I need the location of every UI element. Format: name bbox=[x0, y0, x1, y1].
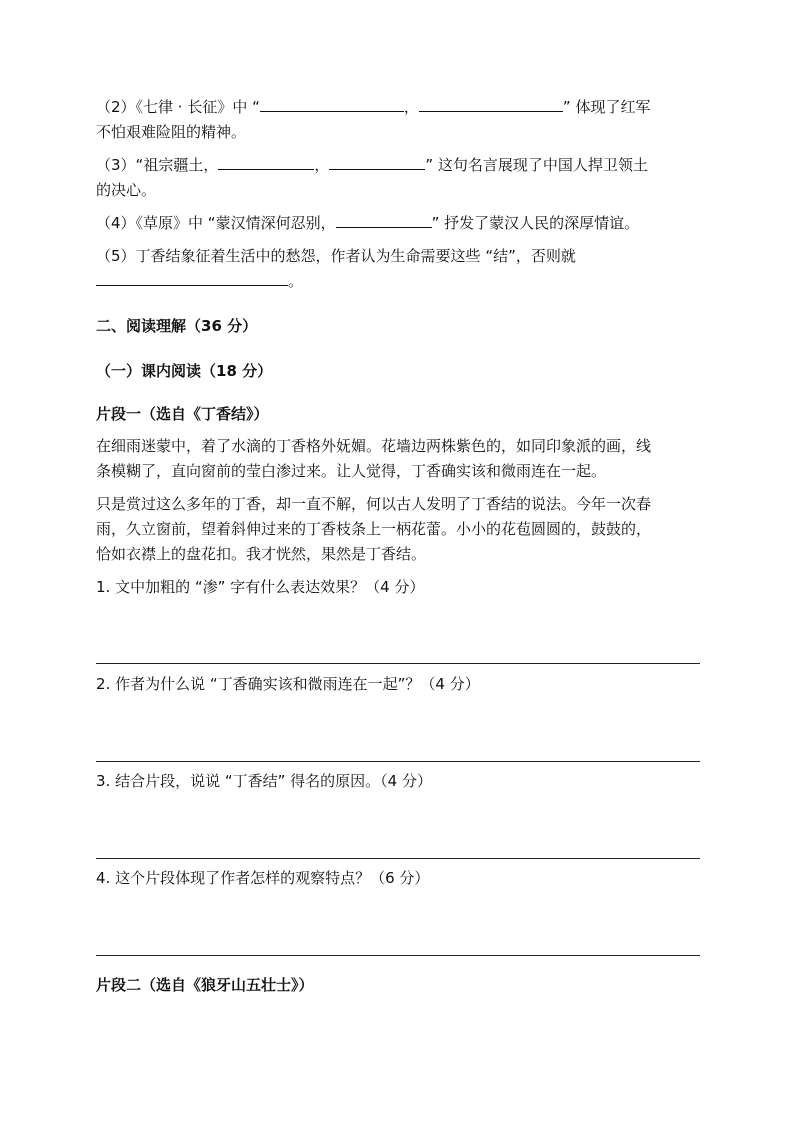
answer-line[interactable] bbox=[96, 858, 700, 859]
answer-blank[interactable] bbox=[96, 271, 288, 286]
answer-line[interactable] bbox=[96, 955, 700, 956]
question-5-line-1: （5）丁香结象征着生活中的愁怨，作者认为生命需要这些 “结”，否则就 bbox=[96, 247, 576, 265]
question-4-line bbox=[96, 213, 639, 233]
passage-1-text: 条模糊了，直向窗前的莹白渗过来。让人觉得，丁香确实该和微雨连在一起。 bbox=[96, 462, 607, 480]
section-heading: 二、阅读理解（36 分） bbox=[96, 317, 258, 335]
question-2-line-1 bbox=[96, 97, 650, 117]
comma: ， bbox=[314, 156, 330, 174]
question-3-line-1 bbox=[96, 155, 648, 175]
answer-blank[interactable] bbox=[419, 97, 563, 112]
question-2-suffix: ” 体现了红军 bbox=[562, 98, 651, 116]
passage-1-title: 片段一（选自《丁香结》） bbox=[96, 405, 269, 423]
answer-blank[interactable] bbox=[218, 155, 314, 170]
question-item: 4. 这个片段体现了作者怎样的观察特点？（6 分） bbox=[96, 869, 430, 887]
subsection-heading: （一）课内阅读（18 分） bbox=[96, 362, 273, 380]
answer-line[interactable] bbox=[96, 761, 700, 762]
question-3-line-2: 的决心。 bbox=[96, 181, 157, 199]
answer-blank[interactable] bbox=[329, 155, 425, 170]
question-2-prefix: （2）《七律 · 长征》中 “ bbox=[96, 98, 260, 116]
answer-blank[interactable] bbox=[336, 213, 432, 228]
answer-blank[interactable] bbox=[260, 97, 404, 112]
question-2-line-2: 不怕艰难险阻的精神。 bbox=[96, 123, 247, 141]
passage-2-title: 片段二（选自《狼牙山五壮士》） bbox=[96, 976, 314, 994]
comma: ， bbox=[403, 98, 419, 116]
question-item: 2. 作者为什么说 “丁香确实该和微雨连在一起”？（4 分） bbox=[96, 675, 480, 693]
question-4-prefix: （4）《草原》中 “蒙汉情深何忍别， bbox=[96, 214, 336, 232]
question-4-suffix: ” 抒发了蒙汉人民的深厚情谊。 bbox=[431, 214, 640, 232]
period: 。 bbox=[288, 272, 304, 290]
passage-1-text: 雨，久立窗前，望着斜伸过来的丁香枝条上一柄花蕾。小小的花苞圆圆的，鼓鼓的， bbox=[96, 520, 652, 538]
answer-line[interactable] bbox=[96, 663, 700, 664]
passage-1-text: 在细雨迷蒙中，着了水滴的丁香格外妩媚。花墙边两株紫色的，如同印象派的画，线 bbox=[96, 437, 652, 455]
question-3-suffix: ” 这句名言展现了中国人捍卫领土 bbox=[425, 156, 648, 174]
passage-1-text: 只是赏过这么多年的丁香，却一直不解，何以古人发明了丁香结的说法。今年一次春 bbox=[96, 495, 652, 513]
question-item: 1. 文中加粗的 “渗” 字有什么表达效果？（4 分） bbox=[96, 578, 425, 596]
question-5-line-2 bbox=[96, 271, 303, 291]
passage-1-text: 恰如衣襟上的盘花扣。我才恍然，果然是丁香结。 bbox=[96, 545, 427, 563]
question-3-prefix: （3）“祖宗疆土， bbox=[96, 156, 219, 174]
question-item: 3. 结合片段，说说 “丁香结” 得名的原因。（4 分） bbox=[96, 772, 432, 790]
